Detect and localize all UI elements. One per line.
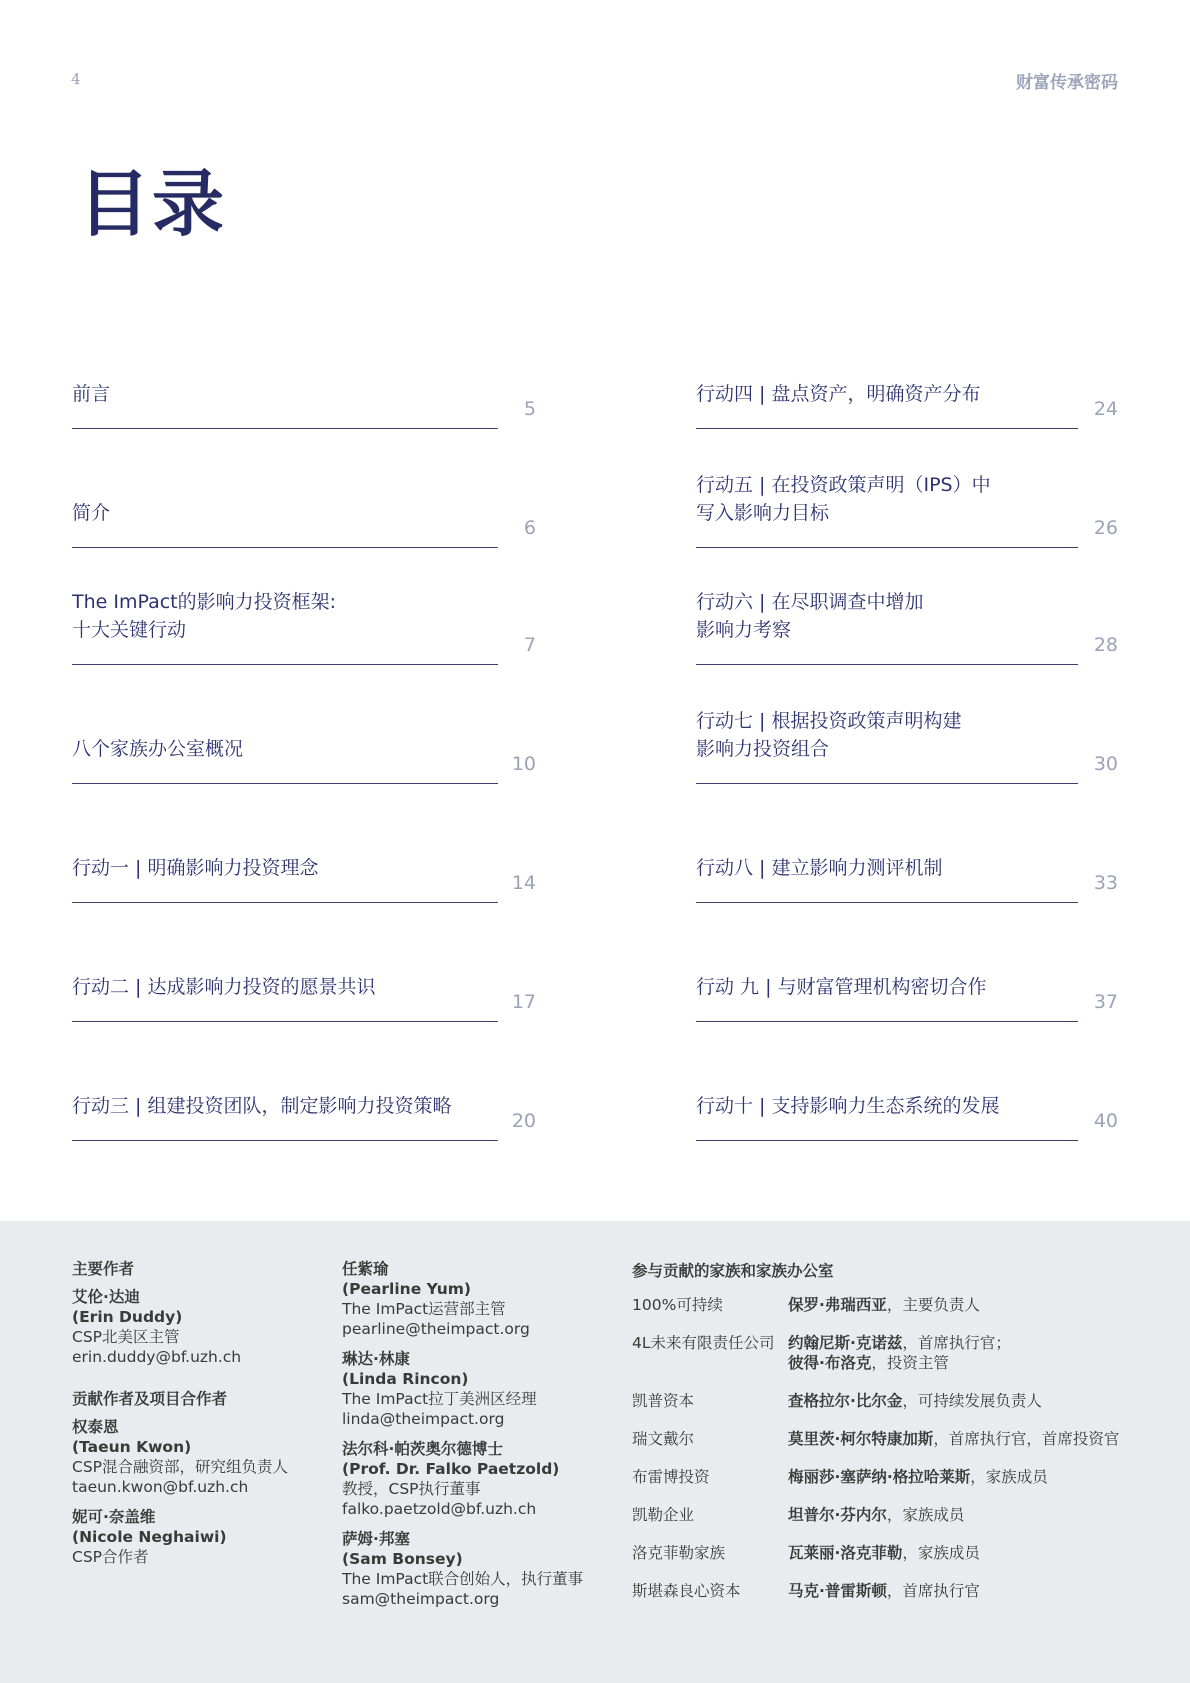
toc-title-line: 写入影响力目标 [696, 502, 830, 524]
family-row [632, 1391, 1152, 1411]
footer-col-families [632, 1261, 1152, 1619]
toc-page-number: 30 [1093, 753, 1118, 775]
toc-entry-title [72, 735, 243, 763]
toc-entry-title [72, 588, 336, 644]
toc-entry-title [696, 380, 980, 408]
contributor-role: The ImPact联合创始人，执行董事 [342, 1570, 584, 1588]
toc-rule [72, 428, 498, 429]
person-name: 保罗·弗瑞西亚 [788, 1296, 887, 1314]
contributor-email[interactable]: taeun.kwon@bf.uzh.ch [72, 1478, 249, 1496]
family-row [632, 1295, 1152, 1315]
family-org: 斯堪森良心资本 [632, 1582, 741, 1600]
contributor-email[interactable]: falko.paetzold@bf.uzh.ch [342, 1500, 537, 1518]
family-org: 100%可持续 [632, 1296, 723, 1314]
toc-rule [696, 902, 1078, 903]
contributor-name-cn: 琳达·林康 [342, 1350, 410, 1368]
family-person [788, 1295, 980, 1315]
family-person [788, 1429, 1119, 1449]
toc-page-number: 20 [511, 1110, 536, 1132]
contributor-name-cn: 权泰恩 [72, 1418, 119, 1436]
author-role: CSP北美区主管 [72, 1328, 180, 1346]
person-title: ，首席执行官； [902, 1334, 1011, 1352]
families-list [632, 1295, 1152, 1601]
toc-entry-title [72, 854, 318, 882]
toc-title-line: 影响力投资组合 [696, 738, 830, 760]
toc-title-line: 前言 [72, 383, 111, 405]
toc-rule [696, 664, 1078, 665]
contributor-name-cn: 任紫瑜 [342, 1260, 389, 1278]
toc-entry-title [72, 973, 375, 1001]
contributor-entry [342, 1439, 602, 1519]
page-title: 目录 [78, 161, 227, 246]
family-person [788, 1505, 964, 1525]
person-title: ，可持续发展负责人 [902, 1392, 1042, 1410]
toc-page-number: 28 [1093, 634, 1118, 656]
contributor-name-en: (Linda Rincon) [342, 1370, 469, 1388]
toc-title-line: 行动 九 | 与财富管理机构密切合作 [696, 976, 987, 998]
toc-rule [696, 547, 1078, 548]
contributor-entry [72, 1507, 322, 1567]
toc-rule [696, 428, 1078, 429]
contributor-entry [342, 1529, 602, 1609]
person-title: ，家族成员 [886, 1506, 965, 1524]
contributor-role: CSP合作者 [72, 1548, 149, 1566]
running-title: 财富传承密码 [1016, 73, 1118, 93]
page-number: 4 [71, 70, 81, 88]
toc-entry-title [696, 471, 991, 527]
toc-title-line: 行动七 | 根据投资政策声明构建 [696, 710, 962, 732]
toc-rule [72, 902, 498, 903]
family-row [632, 1429, 1152, 1449]
person-name: 查格拉尔·比尔金 [788, 1392, 903, 1410]
toc-rule [72, 1140, 498, 1141]
toc-rule [696, 1021, 1078, 1022]
toc-page-number: 10 [511, 753, 536, 775]
footer-col-contributors [342, 1259, 602, 1619]
toc-rule [72, 783, 498, 784]
family-person [788, 1581, 980, 1601]
toc-title-line: 影响力考察 [696, 619, 792, 641]
toc-entry-title [72, 1092, 451, 1120]
toc-entry-title [696, 588, 923, 644]
toc-title-line: 行动三 | 组建投资团队，制定影响力投资策略 [72, 1095, 452, 1117]
family-org: 布雷博投资 [632, 1468, 710, 1486]
footer-panel [0, 1221, 1190, 1683]
toc-title-line: 行动八 | 建立影响力测评机制 [696, 857, 943, 879]
contributor-role: The ImPact拉丁美洲区经理 [342, 1390, 537, 1408]
person-title: ，投资主管 [871, 1354, 949, 1372]
family-row [632, 1543, 1152, 1563]
author-name-en: (Erin Duddy) [72, 1308, 183, 1326]
family-person [788, 1391, 1042, 1411]
contributor-role: 教授，CSP执行董事 [342, 1480, 481, 1498]
contributor-name-cn: 法尔科·帕茨奥尔德博士 [342, 1440, 503, 1458]
toc-page-number: 33 [1093, 872, 1118, 894]
contributor-entry [342, 1259, 602, 1339]
contributors-heading: 贡献作者及项目合作者 [72, 1390, 228, 1408]
toc-title-line: 八个家族办公室概况 [72, 738, 244, 760]
person-name: 瓦莱丽·洛克菲勒 [788, 1544, 903, 1562]
person-title: ，主要负责人 [886, 1296, 980, 1314]
toc-title-line: 行动五 | 在投资政策声明（IPS）中 [696, 474, 991, 496]
contributor-role: CSP混合融资部，研究组负责人 [72, 1458, 289, 1476]
person-name: 坦普尔·芬内尔 [788, 1506, 887, 1524]
toc-title-line: 行动四 | 盘点资产，明确资产分布 [696, 383, 981, 405]
toc-title-line: 十大关键行动 [72, 619, 187, 641]
toc-title-line: The ImPact的影响力投资框架: [72, 591, 337, 613]
toc-rule [696, 783, 1078, 784]
toc-title-line: 行动十 | 支持影响力生态系统的发展 [696, 1095, 1000, 1117]
toc-title-line: 行动二 | 达成影响力投资的愿景共识 [72, 976, 376, 998]
footer-col-authors [72, 1259, 322, 1577]
family-person [788, 1543, 980, 1563]
person-name: 马克·普雷斯顿 [788, 1582, 887, 1600]
person-title: ，首席执行官，首席投资官 [933, 1430, 1120, 1448]
author-entry [72, 1287, 322, 1367]
family-org: 瑞文戴尔 [632, 1430, 695, 1448]
contributor-entry [72, 1417, 322, 1497]
contributor-name-cn: 妮可·奈盖维 [72, 1508, 156, 1526]
toc-title-line: 行动六 | 在尽职调查中增加 [696, 591, 924, 613]
toc-page-number: 37 [1093, 991, 1118, 1013]
contributor-email[interactable]: sam@theimpact.org [342, 1590, 500, 1608]
toc-page-number: 5 [523, 398, 536, 420]
toc-page-number: 24 [1093, 398, 1118, 420]
contributor-email[interactable]: pearline@theimpact.org [342, 1320, 530, 1338]
toc-rule [72, 1021, 498, 1022]
contributor-name-en: (Pearline Yum) [342, 1280, 471, 1298]
toc-title-line: 简介 [72, 502, 111, 524]
family-org: 洛克菲勒家族 [632, 1544, 726, 1562]
toc-rule [696, 1140, 1078, 1141]
toc-entry-title [696, 973, 987, 1001]
contributor-name-en: (Nicole Neghaiwi) [72, 1528, 227, 1546]
contributor-name-en: (Taeun Kwon) [72, 1438, 192, 1456]
main-authors-heading: 主要作者 [72, 1260, 135, 1278]
author-email[interactable]: erin.duddy@bf.uzh.ch [72, 1348, 242, 1366]
family-row [632, 1505, 1152, 1525]
toc-page-number: 7 [523, 634, 536, 656]
toc-rule [72, 664, 498, 665]
toc-entry-title [72, 499, 110, 527]
toc-entry-title [696, 707, 961, 763]
toc-page-number: 40 [1093, 1110, 1118, 1132]
contributor-entry [342, 1349, 602, 1429]
contributor-name-en: (Sam Bonsey) [342, 1550, 463, 1568]
contributor-role: The ImPact运营部主管 [342, 1300, 506, 1318]
family-org: 凯普资本 [632, 1392, 695, 1410]
toc-title-line: 行动一 | 明确影响力投资理念 [72, 857, 319, 879]
person-name: 约翰尼斯·克诺兹 [788, 1334, 903, 1352]
toc-entry-title [696, 854, 942, 882]
contributor-name-en: (Prof. Dr. Falko Paetzold) [342, 1460, 560, 1478]
toc-entry-title [696, 1092, 999, 1120]
person-name: 梅丽莎·塞萨纳·格拉哈莱斯 [788, 1468, 971, 1486]
person-title: ，首席执行官 [886, 1582, 980, 1600]
person-name: 彼得·布洛克 [788, 1354, 872, 1372]
contributor-email[interactable]: linda@theimpact.org [342, 1410, 505, 1428]
person-name: 莫里茨·柯尔特康加斯 [788, 1430, 934, 1448]
toc-page-number: 6 [523, 517, 536, 539]
family-org: 凯勒企业 [632, 1506, 695, 1524]
family-person [788, 1333, 1011, 1373]
family-row [632, 1467, 1152, 1487]
family-row [632, 1333, 1152, 1373]
person-title: ，家族成员 [902, 1544, 980, 1562]
person-title: ，家族成员 [970, 1468, 1048, 1486]
family-person [788, 1467, 1048, 1487]
author-name-cn: 艾伦·达迪 [72, 1288, 140, 1306]
toc-page-number: 14 [511, 872, 536, 894]
toc-page-number: 17 [511, 991, 536, 1013]
family-org: 4L未来有限责任公司 [632, 1334, 775, 1352]
family-row [632, 1581, 1152, 1601]
toc-entry-title [72, 380, 110, 408]
toc-rule [72, 547, 498, 548]
toc-page-number: 26 [1093, 517, 1118, 539]
families-heading: 参与贡献的家族和家族办公室 [632, 1262, 834, 1280]
contributor-name-cn: 萨姆·邦塞 [342, 1530, 410, 1548]
